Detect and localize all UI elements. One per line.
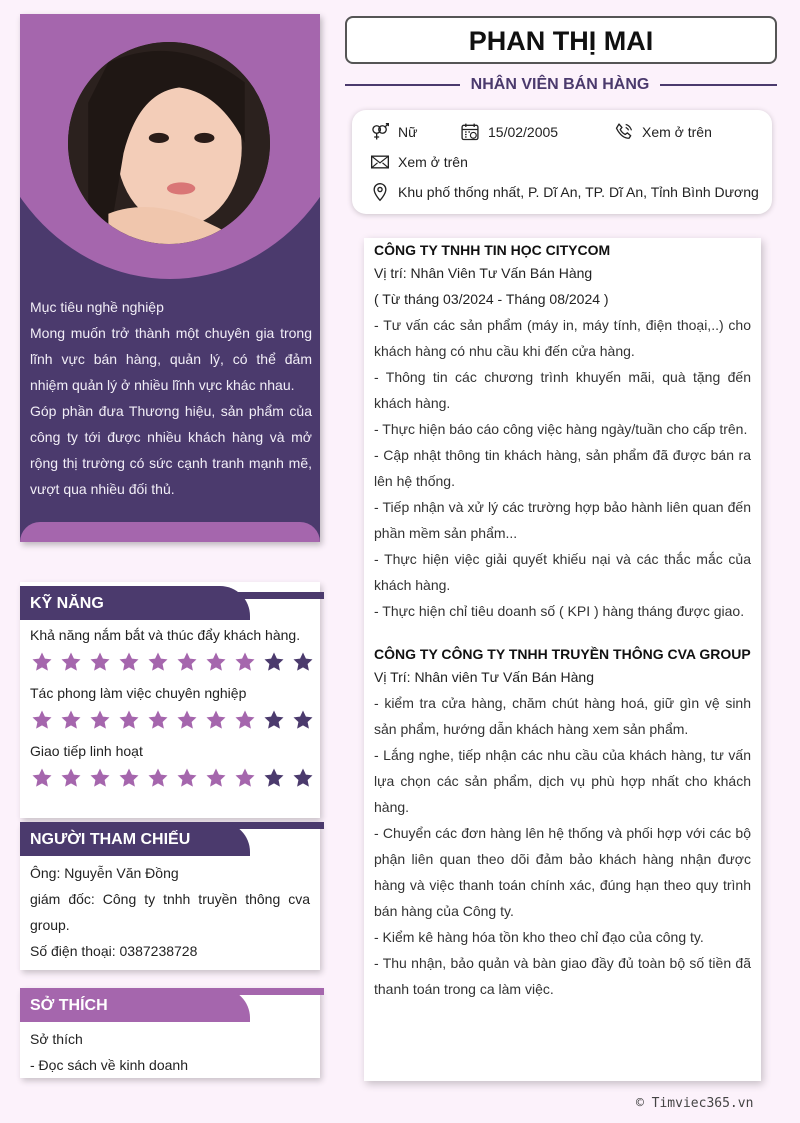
skill-item xyxy=(20,740,320,790)
mail-icon xyxy=(370,152,390,172)
objective-paragraph: Góp phần đưa Thương hiệu, sản phẩm của công ty tới được nhiều khách hàng và mở rộng thị trường có sức cạnh tranh mạnh mẽ, vượt qua nhiều đối thủ. xyxy=(30,403,312,497)
star-empty-icon xyxy=(262,766,286,790)
star-filled-icon xyxy=(204,650,228,674)
reference-position: giám đốc: Công ty tnhh truyền thông cva group. xyxy=(30,891,310,933)
duty-item: - Cập nhật thông tin khách hàng, sản phẩm đã được bán ra lên hệ thống. xyxy=(374,447,751,489)
skill-name: Giao tiếp linh hoạt xyxy=(30,743,143,759)
duty-item: - Thực hiện chỉ tiêu doanh số ( KPI ) hàng tháng được giao. xyxy=(374,603,745,619)
dob-field xyxy=(460,122,558,142)
star-filled-icon xyxy=(175,650,199,674)
experience-entry xyxy=(374,240,751,624)
skill-item xyxy=(20,682,320,732)
reference-name: Ông: Nguyễn Văn Đồng xyxy=(30,865,179,881)
star-filled-icon xyxy=(88,766,112,790)
skill-item xyxy=(20,624,320,674)
location-icon xyxy=(370,182,390,202)
profile-panel xyxy=(20,14,320,542)
star-empty-icon xyxy=(291,650,315,674)
duty-item: - Thông tin các chương trình khuyến mãi, quà tặng đến khách hàng. xyxy=(374,369,751,411)
portrait-image xyxy=(68,42,270,244)
references-section xyxy=(20,822,320,970)
skills-list xyxy=(20,624,320,790)
star-filled-icon xyxy=(175,708,199,732)
work-experience xyxy=(364,238,761,1081)
dob-value: 15/02/2005 xyxy=(488,124,559,140)
duty-item: - Tư vấn các sản phẩm (máy in, máy tính, điện thoại,..) cho khách hàng có nhu cầu khi đến cửa hàng. xyxy=(374,317,751,359)
objective-paragraph: Mong muốn trở thành một chuyên gia trong lĩnh vực bán hàng, quản lý, có thể đảm nhiệm quản lý ở nhiều lĩnh vực khác nhau. xyxy=(30,325,312,393)
job-title: NHÂN VIÊN BÁN HÀNG xyxy=(460,72,660,98)
experience-entry xyxy=(374,644,751,1002)
star-filled-icon xyxy=(233,708,257,732)
star-filled-icon xyxy=(30,766,54,790)
email-value: Xem ở trên xyxy=(398,154,468,170)
gender-value: Nữ xyxy=(398,124,418,140)
avatar xyxy=(68,42,270,244)
hobby-label: Sở thích xyxy=(30,1031,83,1047)
section-title: NGƯỜI THAM CHIẾU xyxy=(20,822,250,856)
duty-item: - Thực hiện việc giải quyết khiếu nại và các thắc mắc của khách hàng. xyxy=(374,551,751,593)
star-filled-icon xyxy=(146,708,170,732)
duty-item: - Tiếp nhận và xử lý các trường hợp bảo hành liên quan đến phần mềm sản phẩm... xyxy=(374,499,751,541)
skill-rating xyxy=(30,708,310,732)
gender-field xyxy=(370,122,417,142)
section-title: KỸ NĂNG xyxy=(20,586,250,620)
hobby-item: - Đọc sách về kinh doanh xyxy=(30,1057,188,1073)
job-period: ( Từ tháng 03/2024 - Tháng 08/2024 ) xyxy=(374,291,609,307)
star-empty-icon xyxy=(291,708,315,732)
contact-info xyxy=(352,110,772,214)
section-title: SỞ THÍCH xyxy=(20,988,250,1022)
duty-item: - Lắng nghe, tiếp nhận các nhu cầu của khách hàng, tư vấn lựa chọn các sản phẩm, dịch vụ phù hợp nhất cho khách hàng. xyxy=(374,747,751,815)
decorative-wave xyxy=(20,522,320,542)
star-filled-icon xyxy=(146,766,170,790)
phone-value: Xem ở trên xyxy=(642,124,712,140)
star-empty-icon xyxy=(291,766,315,790)
star-empty-icon xyxy=(262,650,286,674)
duty-list xyxy=(374,312,751,624)
duty-item: - Chuyển các đơn hàng lên hệ thống và phối hợp với các bộ phận liên quan theo dõi đảm bảo khách hàng nhận được hàng và việc thanh toán chính xác, đúng hạn theo quy trình bán hàng của Công ty. xyxy=(374,825,751,919)
skill-rating xyxy=(30,766,310,790)
address-value: Khu phố thống nhất, P. Dĩ An, TP. Dĩ An, Tỉnh Bình Dương xyxy=(398,184,759,200)
hobby-details xyxy=(20,1022,320,1078)
reference-phone: Số điện thoại: 0387238728 xyxy=(30,943,198,959)
star-empty-icon xyxy=(262,708,286,732)
address-field xyxy=(370,182,759,202)
star-filled-icon xyxy=(204,708,228,732)
gender-icon xyxy=(370,122,390,142)
career-objective xyxy=(30,294,312,502)
star-filled-icon xyxy=(146,650,170,674)
star-filled-icon xyxy=(175,766,199,790)
hobbies-section xyxy=(20,988,320,1078)
star-filled-icon xyxy=(233,766,257,790)
duty-item: - Kiểm kê hàng hóa tồn kho theo chỉ đạo của công ty. xyxy=(374,929,704,945)
skills-section xyxy=(20,582,320,818)
star-filled-icon xyxy=(117,708,141,732)
phone-icon xyxy=(614,122,634,142)
duty-item: - Thu nhận, bảo quản và bàn giao đầy đủ toàn bộ số tiền đã thanh toán trong ca làm việc. xyxy=(374,955,751,997)
star-filled-icon xyxy=(117,766,141,790)
star-filled-icon xyxy=(30,650,54,674)
star-filled-icon xyxy=(117,650,141,674)
footer-watermark: © Timviec365.vn xyxy=(636,1096,754,1111)
star-filled-icon xyxy=(233,650,257,674)
email-field xyxy=(370,152,468,172)
skill-rating xyxy=(30,650,310,674)
company-name: CÔNG TY CÔNG TY TNHH TRUYỀN THÔNG CVA GROUP xyxy=(374,646,751,662)
hobbies-header xyxy=(20,988,324,1022)
star-filled-icon xyxy=(204,766,228,790)
company-name: CÔNG TY TNHH TIN HỌC CITYCOM xyxy=(374,242,611,258)
duty-list xyxy=(374,690,751,1002)
star-filled-icon xyxy=(88,650,112,674)
reference-details xyxy=(20,856,320,964)
duty-item: - Thực hiện báo cáo công việc hàng ngày/tuần cho cấp trên. xyxy=(374,421,748,437)
candidate-name: PHAN THỊ MAI xyxy=(345,16,777,64)
objective-heading: Mục tiêu nghề nghiệp xyxy=(30,299,164,315)
calendar-icon xyxy=(460,122,480,142)
job-position: Vị Trí: Nhân viên Tư Vấn Bán Hàng xyxy=(374,669,595,685)
phone-field xyxy=(614,122,712,142)
job-position: Vị trí: Nhân Viên Tư Vấn Bán Hàng xyxy=(374,265,593,281)
skill-name: Khả năng nắm bắt và thúc đẩy khách hàng. xyxy=(30,627,301,643)
skill-name: Tác phong làm việc chuyên nghiệp xyxy=(30,685,247,701)
star-filled-icon xyxy=(30,708,54,732)
star-filled-icon xyxy=(59,766,83,790)
star-filled-icon xyxy=(88,708,112,732)
references-header xyxy=(20,822,324,856)
skills-header xyxy=(20,586,324,620)
star-filled-icon xyxy=(59,650,83,674)
star-filled-icon xyxy=(59,708,83,732)
duty-item: - kiểm tra cửa hàng, chăm chút hàng hoá, giữ gìn vệ sinh sản phẩm, hướng dẫn khách hàng xem sản phẩm. xyxy=(374,695,751,737)
